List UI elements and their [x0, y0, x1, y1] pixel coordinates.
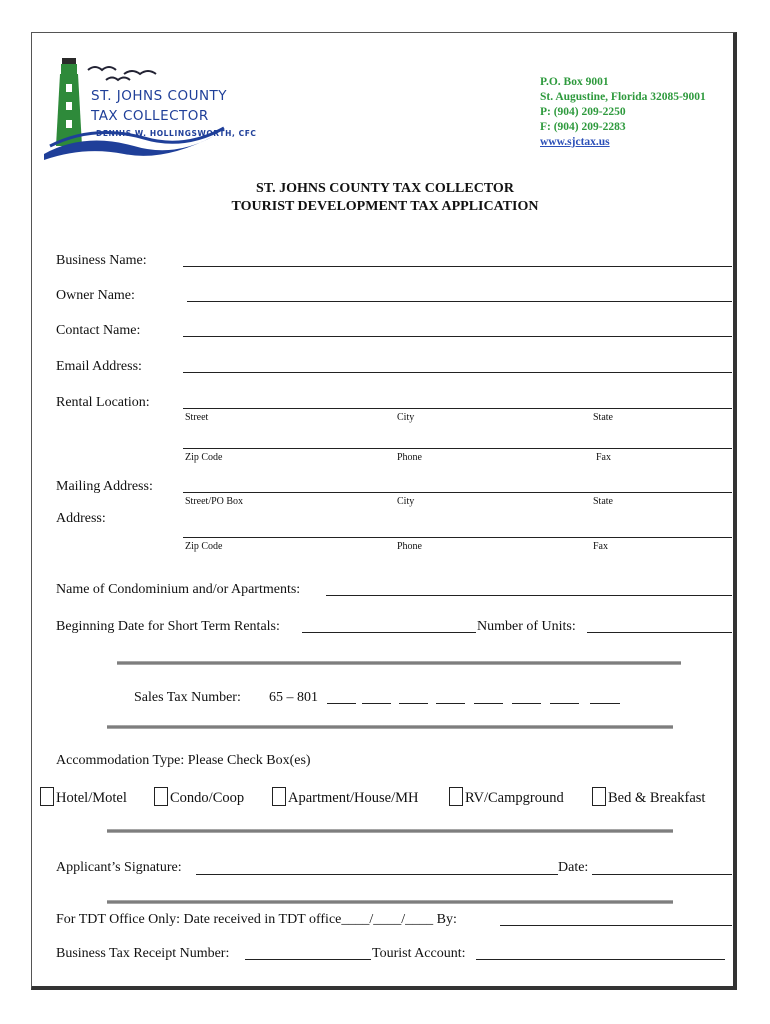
mailing-fax-sublabel: Fax — [593, 541, 608, 552]
option-label: Apartment/House/MH — [288, 790, 419, 806]
accommodation-heading: Accommodation Type: Please Check Box(es) — [56, 753, 311, 768]
checkbox-icon[interactable] — [592, 787, 606, 806]
rental-zip-sublabel: Zip Code — [185, 452, 223, 463]
sales-tax-digit-4[interactable] — [436, 703, 465, 704]
sales-tax-digit-2[interactable] — [362, 703, 391, 704]
logo-line-3: DENNIS W. HOLLINGSWORTH, CFC — [96, 129, 257, 138]
separator-4 — [107, 900, 673, 904]
begin-date-label: Beginning Date for Short Term Rentals: — [56, 619, 280, 634]
logo-line-2: TAX COLLECTOR — [91, 108, 209, 124]
mailing-phone-sublabel: Phone — [397, 541, 422, 552]
separator-2 — [107, 725, 673, 729]
units-field[interactable] — [587, 632, 732, 633]
checkbox-icon[interactable] — [154, 787, 168, 806]
units-label: Number of Units: — [477, 619, 576, 634]
sales-tax-digit-8[interactable] — [590, 703, 620, 704]
po-box: P.O. Box 9001 — [540, 76, 609, 88]
email-field[interactable] — [183, 372, 732, 373]
form-title-line-1: ST. JOHNS COUNTY TAX COLLECTOR — [256, 181, 514, 196]
rental-fax-sublabel: Fax — [596, 452, 611, 463]
rental-city-sublabel: City — [397, 412, 415, 423]
checkbox-hotel-motel[interactable] — [40, 787, 127, 807]
business-name-label: Business Name: — [56, 253, 147, 268]
receipt-number-field[interactable] — [245, 959, 371, 960]
sales-tax-digit-3[interactable] — [399, 703, 428, 704]
mailing-state-sublabel: State — [593, 496, 613, 507]
checkbox-icon[interactable] — [272, 787, 286, 806]
rental-street-field[interactable] — [183, 408, 732, 409]
sales-tax-prefix: 65 – 801 — [269, 690, 318, 705]
option-label: Condo/Coop — [170, 790, 245, 806]
receipt-number-label: Business Tax Receipt Number: — [56, 946, 230, 961]
fax-line: F: (904) 209-2283 — [540, 121, 626, 133]
date-label: Date: — [558, 860, 589, 875]
sales-tax-digit-5[interactable] — [474, 703, 503, 704]
tax-collector-logo — [44, 54, 294, 164]
owner-name-field[interactable] — [187, 301, 732, 302]
date-field[interactable] — [592, 874, 732, 875]
condo-name-field[interactable] — [326, 595, 732, 596]
contact-name-label: Contact Name: — [56, 323, 141, 338]
signature-label: Applicant’s Signature: — [56, 860, 182, 875]
tourist-account-field[interactable] — [476, 959, 725, 960]
email-label: Email Address: — [56, 359, 142, 374]
sales-tax-digit-6[interactable] — [512, 703, 541, 704]
phone-line: P: (904) 209-2250 — [540, 106, 626, 118]
condo-name-label: Name of Condominium and/or Apartments: — [56, 582, 301, 597]
option-label: RV/Campground — [465, 790, 564, 806]
contact-name-field[interactable] — [183, 336, 732, 337]
checkbox-apartment[interactable] — [272, 787, 418, 807]
checkbox-icon[interactable] — [40, 787, 54, 806]
business-name-field[interactable] — [183, 266, 732, 267]
option-label: Bed & Breakfast — [608, 790, 706, 806]
mailing-address-label: Mailing Address: — [56, 479, 153, 494]
website-link[interactable]: www.sjctax.us — [540, 136, 610, 148]
separator-3 — [107, 829, 673, 833]
sales-tax-digit-7[interactable] — [550, 703, 579, 704]
mailing-street-sublabel: Street/PO Box — [185, 496, 244, 507]
city-line: St. Augustine, Florida 32085-9001 — [540, 91, 706, 103]
mailing-zip-sublabel: Zip Code — [185, 541, 223, 552]
mailing-street-field[interactable] — [183, 492, 732, 493]
address-label: Address: — [56, 511, 106, 526]
signature-field[interactable] — [196, 874, 558, 875]
checkbox-bed-breakfast[interactable] — [592, 787, 705, 807]
rental-street-sublabel: Street — [185, 412, 209, 423]
sales-tax-digit-1[interactable] — [327, 703, 356, 704]
form-title-line-2: TOURIST DEVELOPMENT TAX APPLICATION — [231, 199, 539, 214]
owner-name-label: Owner Name: — [56, 288, 135, 303]
mailing-city-sublabel: City — [397, 496, 415, 507]
begin-date-field[interactable] — [302, 632, 476, 633]
option-label: Hotel/Motel — [56, 790, 127, 806]
checkbox-icon[interactable] — [449, 787, 463, 806]
separator-1 — [117, 661, 681, 665]
rental-zip-field[interactable] — [183, 448, 732, 449]
office-by-field[interactable] — [500, 925, 732, 926]
rental-phone-sublabel: Phone — [397, 452, 422, 463]
rental-location-label: Rental Location: — [56, 395, 150, 410]
address-block — [540, 75, 706, 150]
checkbox-condo-coop[interactable] — [154, 787, 244, 807]
form-border — [31, 32, 737, 990]
rental-state-sublabel: State — [593, 412, 613, 423]
tourist-account-label: Tourist Account: — [372, 946, 466, 961]
office-use-label: For TDT Office Only: Date received in TDT office____/____/____ By: — [56, 912, 457, 927]
checkbox-rv-campground[interactable] — [449, 787, 564, 807]
logo-line-1: ST. JOHNS COUNTY — [91, 88, 228, 104]
sales-tax-label: Sales Tax Number: — [134, 690, 241, 705]
mailing-zip-field[interactable] — [183, 537, 732, 538]
